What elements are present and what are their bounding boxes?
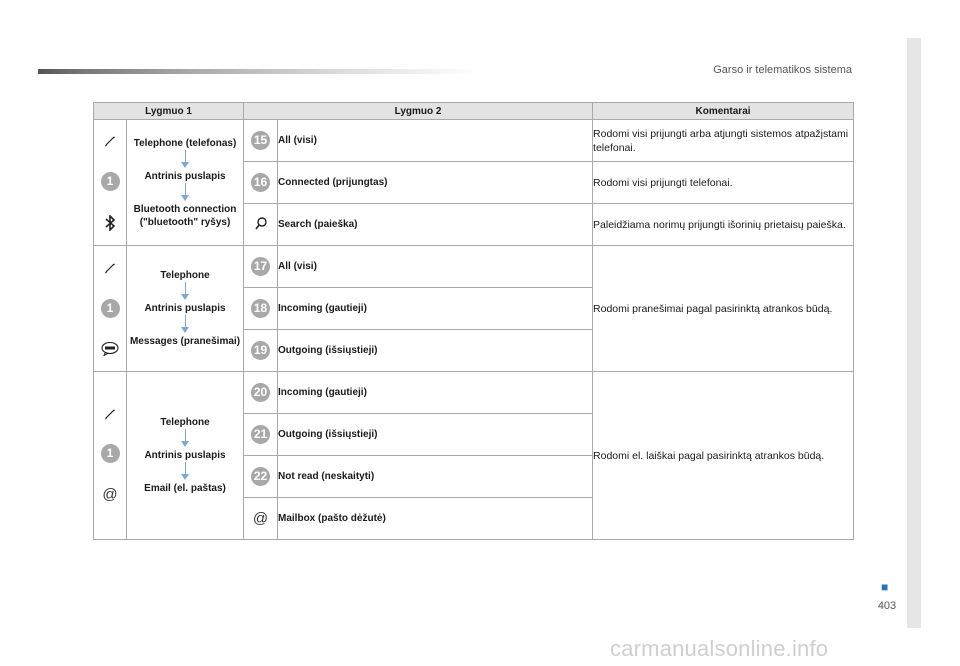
level2-label: All (visi) xyxy=(278,120,593,162)
group2-icons xyxy=(94,246,127,372)
table-row xyxy=(94,372,854,414)
comment: Rodomi el. laiškai pagal pasirinktą atrankos būdą. xyxy=(593,372,854,540)
chain-item: Antrinis puslapis xyxy=(144,170,226,182)
arrow-down-icon xyxy=(181,462,190,482)
section-title: Garso ir telematikos sistema xyxy=(713,64,852,76)
level-badge: 1 xyxy=(101,444,120,463)
comment: Rodomi visi prijungti arba atjungti sistemos atpažįstami telefonai. xyxy=(593,120,854,162)
chain-item: Antrinis puslapis xyxy=(144,450,226,461)
menu-table xyxy=(93,102,854,540)
chain-item: Telephone (telefonas) xyxy=(133,137,237,149)
group1-icons xyxy=(94,120,127,246)
level2-label: Mailbox (pašto dėžutė) xyxy=(278,498,593,540)
level-badge: 1 xyxy=(101,299,120,318)
chain-item: Messages (pranešimai) xyxy=(129,336,241,347)
number-badge: 18 xyxy=(251,299,270,318)
number-badge: 21 xyxy=(251,425,270,444)
number-badge: 17 xyxy=(251,257,270,276)
level2-label: Outgoing (išsiųstieji) xyxy=(278,330,593,372)
number-badge: 15 xyxy=(251,131,270,150)
level2-label: Incoming (gautieji) xyxy=(278,372,593,414)
table-row xyxy=(94,246,854,288)
arrow-down-icon xyxy=(181,315,190,335)
group1-chain xyxy=(127,120,244,246)
chain-item: Email (el. paštas) xyxy=(144,483,226,494)
number-badge: 22 xyxy=(251,467,270,486)
group3-chain xyxy=(127,372,244,540)
chain-item: Bluetooth connection ("bluetooth" ryšys) xyxy=(133,203,237,228)
bluetooth-icon xyxy=(104,215,116,231)
level2-label: Connected (prijungtas) xyxy=(278,162,593,204)
phone-icon xyxy=(103,134,117,148)
level2-label: Search (paieška) xyxy=(278,204,593,246)
comment: Rodomi visi prijungti telefonai. xyxy=(593,162,854,204)
group2-chain xyxy=(127,246,244,372)
search-icon xyxy=(254,216,268,230)
header-comments: Komentarai xyxy=(593,103,854,120)
page-edge-strip xyxy=(907,38,921,628)
header-level2: Lygmuo 2 xyxy=(244,103,593,120)
header-level1: Lygmuo 1 xyxy=(94,103,244,120)
level2-label: Incoming (gautieji) xyxy=(278,288,593,330)
comment: Rodomi pranešimai pagal pasirinktą atrankos būdą. xyxy=(593,246,854,372)
group3-icons xyxy=(94,372,127,540)
level2-label: Outgoing (išsiųstieji) xyxy=(278,414,593,456)
arrow-down-icon xyxy=(181,429,190,449)
level2-label: All (visi) xyxy=(278,246,593,288)
table-header-row xyxy=(94,103,854,120)
arrow-down-icon xyxy=(181,183,190,203)
chain-item: Antrinis puslapis xyxy=(144,303,226,314)
chain-item: Telephone xyxy=(160,417,210,428)
chain-item: Telephone xyxy=(160,270,210,281)
phone-icon xyxy=(103,407,117,421)
sms-icon xyxy=(101,342,119,356)
level2-label: Not read (neskaityti) xyxy=(278,456,593,498)
arrow-down-icon xyxy=(181,282,190,302)
level-badge: 1 xyxy=(101,172,120,191)
number-badge: 19 xyxy=(251,341,270,360)
arrow-down-icon xyxy=(181,150,190,170)
number-badge: 16 xyxy=(251,173,270,192)
comment: Paleidžiama norimų prijungti išorinių prietaisų paieška. xyxy=(593,204,854,246)
at-icon: @ xyxy=(252,509,269,527)
page-number: 403 xyxy=(877,600,897,612)
at-icon: @ xyxy=(102,486,118,503)
table-row xyxy=(94,120,854,162)
page-marker: ■ xyxy=(881,580,889,594)
watermark: carmanualsonline.info xyxy=(610,636,829,661)
header-gradient-bar xyxy=(38,69,478,74)
phone-icon xyxy=(103,261,117,275)
number-badge: 20 xyxy=(251,383,270,402)
